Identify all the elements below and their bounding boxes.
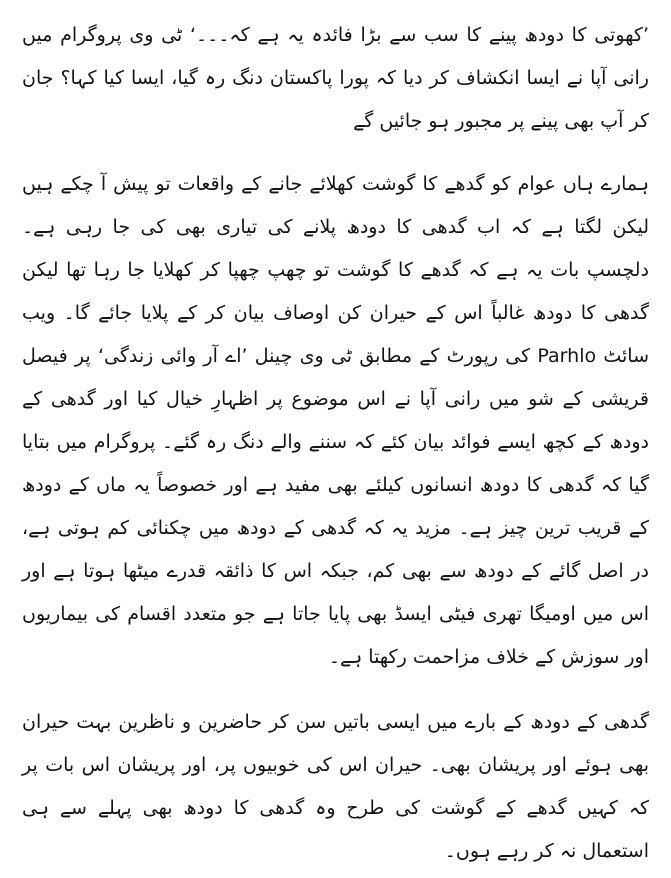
article-intro-paragraph: ’کھوتی کا دودھ پینے کا سب سے بڑا فائدہ یہ ہے کہ۔۔۔‘ ٹی وی پروگرام میں رانی آپا نے ایسا انکشاف کر دیا کہ پورا پاکستان دنگ رہ گیا، ایسا کیا کہا؟ جان کر آپ بھی پینے پر مجبور ہو جائیں گے	[22, 24, 649, 132]
article-closing-paragraph: گدھی کے دودھ کے بارے میں ایسی باتیں سن کر حاضرین و ناظرین بہت حیران بھی ہوئے اور پریشان بھی۔ حیران اس کی خوبیوں پر، اور پریشان اس بات پر کہ کہیں گدھے کے گوشت کی طرح وہ گدھی کا دودھ بھی پہلے سے ہی استعمال نہ کر رہے ہوں۔	[22, 711, 649, 862]
article-body-paragraph: ہمارے ہاں عوام کو گدھے کا گوشت کھلائے جانے کے واقعات تو پیش آ چکے ہیں لیکن لگتا ہے کہ اب گدھی کا دودھ پلانے کی تیاری بھی کی جا رہی ہے۔ دلچسپ بات یہ ہے کہ گدھے کا گوشت تو چھپ چھپا کر کھلایا جا رہا تھا لیکن گدھی کا دودھ غالباً اس کے حیران کن اوصاف بیان کر کے پلایا جائے گا۔ ویب سائٹ Parhlo کی رپورٹ کے مطابق ٹی وی چینل ’اے آر وائی زندگی‘ پر فیصل قریشی کے شو میں رانی آپا نے اس موضوع پر اظہارِ خیال کیا اور گدھی کے دودھ کے کچھ ایسے فوائد بیان کئے کہ سننے والے دنگ رہ گئے۔ پروگرام میں بتایا گیا کہ گدھی کا دودھ انسانوں کیلئے بھی مفید ہے اور خصوصاً یہ ماں کے دودھ کے قریب ترین چیز ہے۔ مزید یہ کہ گدھی کے دودھ میں چکنائی کم ہوتی ہے، در اصل گائے کے دودھ سے بھی کم، جبکہ اس کا ذائقہ قدرے میٹھا ہوتا ہے اور اس میں اومیگا تھری فیٹی ایسڈ بھی پایا جاتا ہے جو متعدد اقسام کی بیماریوں اور سوزش کے خلاف مزاحمت رکھتا ہے۔	[22, 173, 649, 668]
